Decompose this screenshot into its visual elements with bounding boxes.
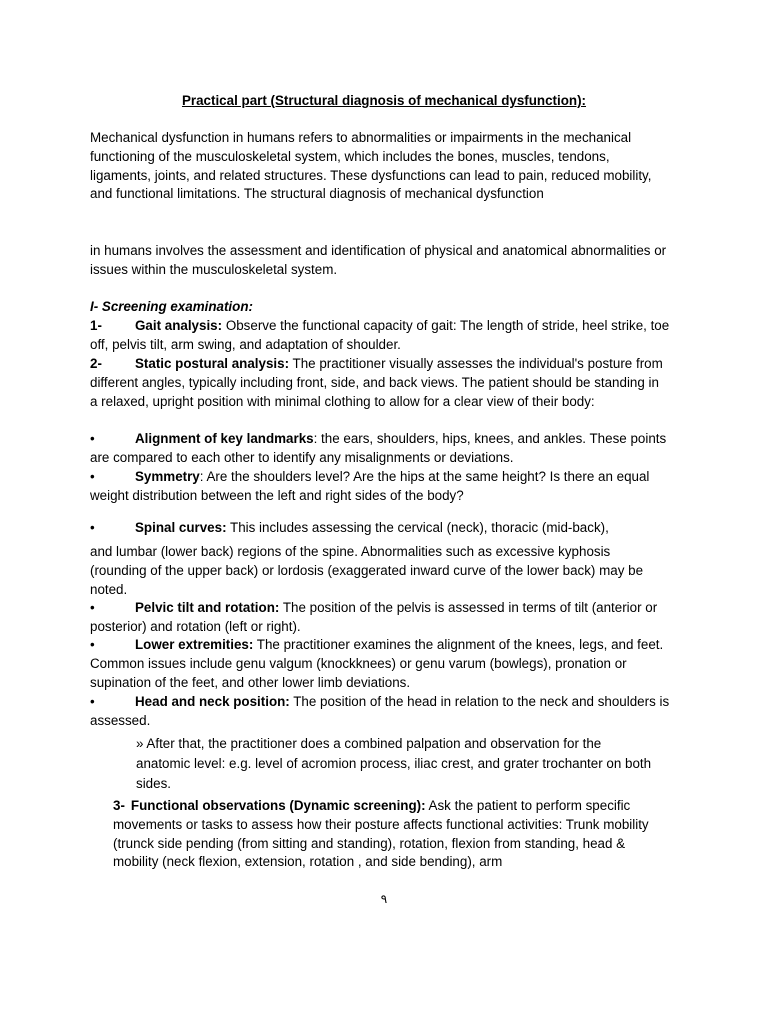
bullet-lower-extremities [90, 636, 670, 692]
item-text: Observe the functional capacity of gait: The length of stride, heel strike, toe off, pelvis tilt, arm swing, and adaptation of shoulder. [90, 318, 670, 352]
bullet-head-neck [90, 693, 670, 731]
page-title: Practical part (Structural diagnosis of mechanical dysfunction): [181, 93, 587, 108]
bullet-spinal-curves [90, 519, 670, 538]
page-number: ٩ [380, 892, 388, 906]
bullet-alignment [90, 430, 670, 468]
bullet-marker: • [90, 431, 95, 446]
bullet-text: : Are the shoulders level? Are the hips at the same height? Is there an equal weight distribution between the left and right sides of the body? [90, 469, 650, 503]
bullet-text: This includes assessing the cervical (neck), thoracic (mid-back), [226, 520, 609, 535]
item-functional-observations [113, 797, 653, 872]
bullet-text: The position of the head in relation to the neck and shoulders is assessed. [90, 694, 670, 728]
item-lead: Functional observations (Dynamic screening): [130, 798, 426, 813]
bullet-lead: Lower extremities: [135, 637, 254, 652]
bullet-marker: • [90, 694, 95, 709]
item-static-postural-analysis [90, 355, 670, 411]
item-number: 3- [113, 798, 125, 813]
item-text: The practitioner visually assesses the individual's posture from different angles, typically including front, side, and back views. The patient should be standing in a relaxed, upright position with minimal clothing to allow for a clear view of their body: [90, 356, 663, 409]
intro-paragraph-1: Mechanical dysfunction in humans refers to abnormalities or impairments in the mechanical functioning of the musculoskeletal system, which includes the bones, muscles, tendons, ligaments, joints, and related structures. These dysfunctions can lead to pain, reduced mobility, and functional limitations. The structural diagnosis of mechanical dysfunction [90, 130, 652, 202]
bullet-lead: Spinal curves: [135, 520, 227, 535]
bullet-text: : the ears, shoulders, hips, knees, and ankles. These points are compared to each other to identify any misalignments or deviations. [90, 431, 667, 465]
bullet-lead: Head and neck position: [135, 694, 290, 709]
bullet-marker: • [90, 637, 95, 652]
bullet-lead: Symmetry [135, 469, 200, 484]
bullet-text: The position of the pelvis is assessed in terms of tilt (anterior or posterior) and rotation (left or right). [90, 600, 658, 634]
section-heading [90, 298, 670, 317]
item-number: 1- [90, 318, 102, 333]
bullet-symmetry [90, 468, 670, 506]
item-lead: Static postural analysis: [135, 356, 290, 371]
bullet-marker: • [90, 600, 95, 615]
item-number: 2- [90, 356, 102, 371]
bullet-marker: • [90, 520, 95, 535]
intro-paragraph-2: in humans involves the assessment and identification of physical and anatomical abnormalities or issues within the musculoskeletal system. [90, 243, 667, 277]
item-text: Ask the patient to perform specific movements or tasks to assess how their posture affects functional activities: Trunk mobility (trunck side pending (from sitting and standing), rotation, flexion from standing, head & mobility (neck flexion, extension, rotation , and side bending), arm [113, 798, 649, 870]
palpation-note: » After that, the practitioner does a combined palpation and observation for the anatomic level: e.g. level of acromion process, iliac crest, and grater trochanter on both sides. [136, 736, 652, 791]
bullet-spinal-curves-continued: and lumbar (lower back) regions of the spine. Abnormalities such as excessive kyphosis (rounding of the upper back) or lordosis (exaggerated inward curve of the lower back) may be noted. [90, 544, 644, 597]
item-gait-analysis [90, 317, 670, 355]
section-heading-text: I- Screening examination: [90, 299, 253, 314]
bullet-lead: Alignment of key landmarks [135, 431, 314, 446]
bullet-pelvic-tilt [90, 599, 670, 637]
item-lead: Gait analysis: [135, 318, 223, 333]
bullet-text: The practitioner examines the alignment of the knees, legs, and feet. Common issues include genu valgum (knockknees) or genu varum (bowlegs), pronation or supination of the feet, and other lower limb deviations. [90, 637, 664, 690]
bullet-marker: • [90, 469, 95, 484]
bullet-lead: Pelvic tilt and rotation: [135, 600, 280, 615]
